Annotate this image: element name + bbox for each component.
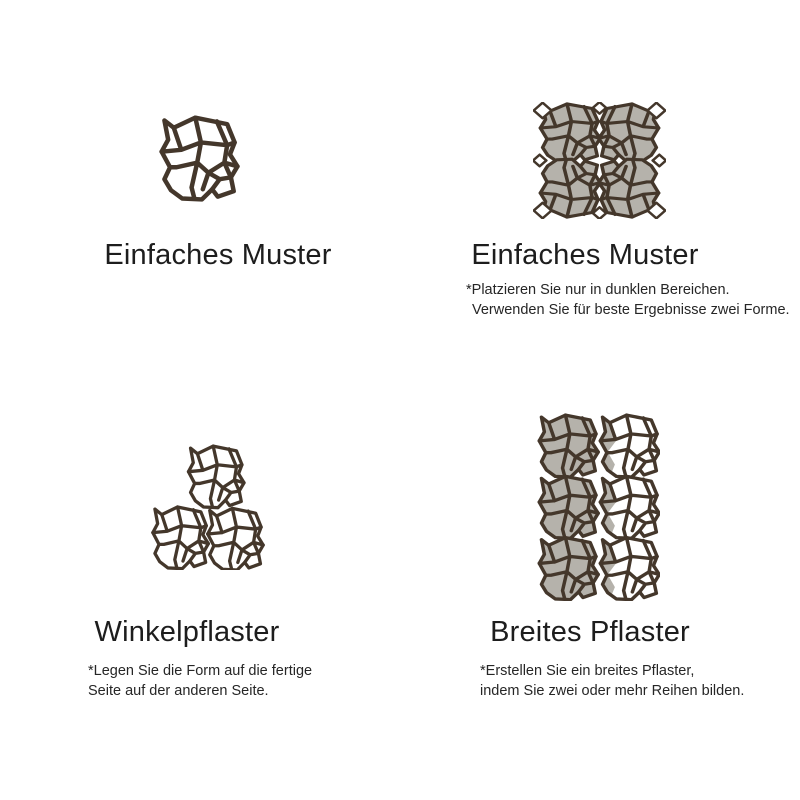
- wide-pavement-molds-filled-icon: [532, 413, 660, 601]
- section-note: [480, 661, 744, 701]
- section-note: [466, 280, 790, 320]
- section-heading: Winkelpflaster: [94, 616, 280, 648]
- note-line: Verwenden Sie für beste Ergebnisse zwei Forme.: [472, 302, 790, 318]
- section-heading: Breites Pflaster: [490, 616, 690, 648]
- note-line: *Platzieren Sie nur in dunklen Bereichen.: [466, 282, 730, 298]
- note-line: *Legen Sie die Form auf die fertige: [88, 663, 313, 679]
- corner-l-shape-molds-outline-icon: [146, 444, 268, 570]
- single-paving-mold-outline-icon: [156, 114, 244, 204]
- section-heading: Einfaches Muster: [104, 239, 332, 271]
- white-edge-cell: [533, 155, 546, 167]
- note-line: *Erstellen Sie ein breites Pflaster,: [480, 663, 695, 679]
- note-line: Seite auf der anderen Seite.: [88, 683, 269, 699]
- note-line: indem Sie zwei oder mehr Reihen bilden.: [480, 683, 745, 699]
- four-paving-molds-filled-icon: [533, 102, 666, 219]
- section-heading: Einfaches Muster: [471, 239, 699, 271]
- white-edge-cell: [653, 155, 666, 167]
- section-note: [88, 661, 312, 701]
